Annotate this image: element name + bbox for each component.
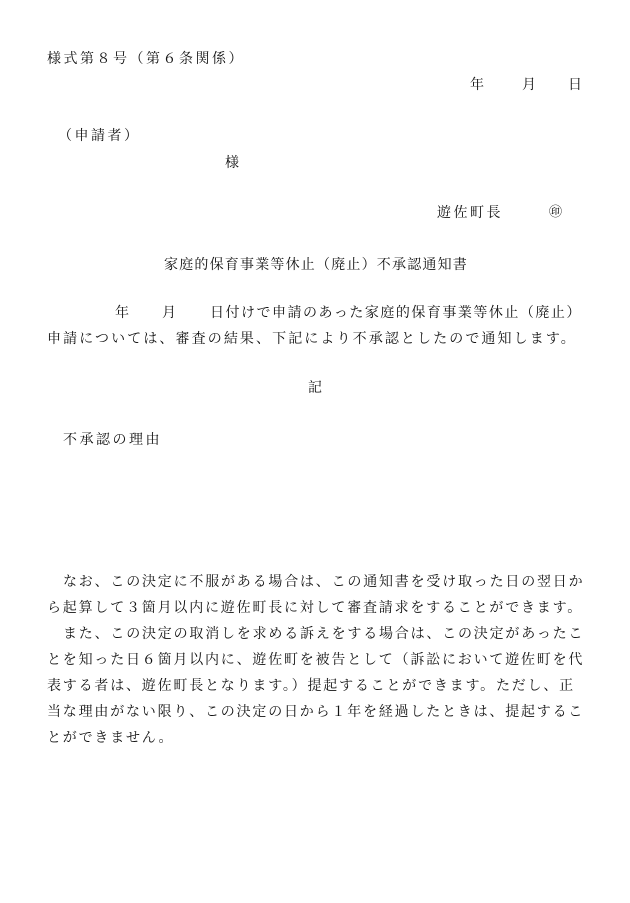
ki-marker: 記	[308, 380, 322, 396]
document-title: 家庭的保育事業等休止（廃止）不承認通知書	[164, 257, 468, 273]
date-day-label: 日	[568, 77, 582, 93]
date-month-label: 月	[522, 77, 536, 93]
applicant-label: （申請者）	[58, 128, 141, 144]
issuer-title: 遊佐町長	[437, 205, 503, 221]
note-paragraph-2: また、この決定の取消しを求める訴えをする場合は、この決定があったことを知った日６箇月以内に、遊佐町を被告として（訴訟において遊佐町を代表する者は、遊佐町長となります。）提起することができます。ただし、正当な理由がない限り、この決定の日から１年を経過したときは、提起することができません。	[47, 626, 585, 746]
honorific-sama: 様	[225, 155, 239, 171]
form-number: 様式第８号（第６条関係）	[47, 51, 245, 67]
intro-line2: 申請については、審査の結果、下記により不承認としたので通知します。	[47, 331, 577, 347]
reason-label: 不承認の理由	[63, 432, 162, 448]
intro-month-label: 月	[162, 305, 176, 321]
intro-year-label: 年	[115, 305, 129, 321]
seal-icon: ㊞	[549, 205, 563, 220]
note-paragraph-1: なお、この決定に不服がある場合は、この通知書を受け取った日の翌日から起算して３箇月以内に遊佐町長に対して審査請求をすることができます。	[47, 574, 585, 616]
notes	[47, 569, 587, 751]
intro-line1: 日付けで申請のあった家庭的保育事業等休止（廃止）	[210, 305, 582, 321]
date-year-label: 年	[470, 77, 484, 93]
